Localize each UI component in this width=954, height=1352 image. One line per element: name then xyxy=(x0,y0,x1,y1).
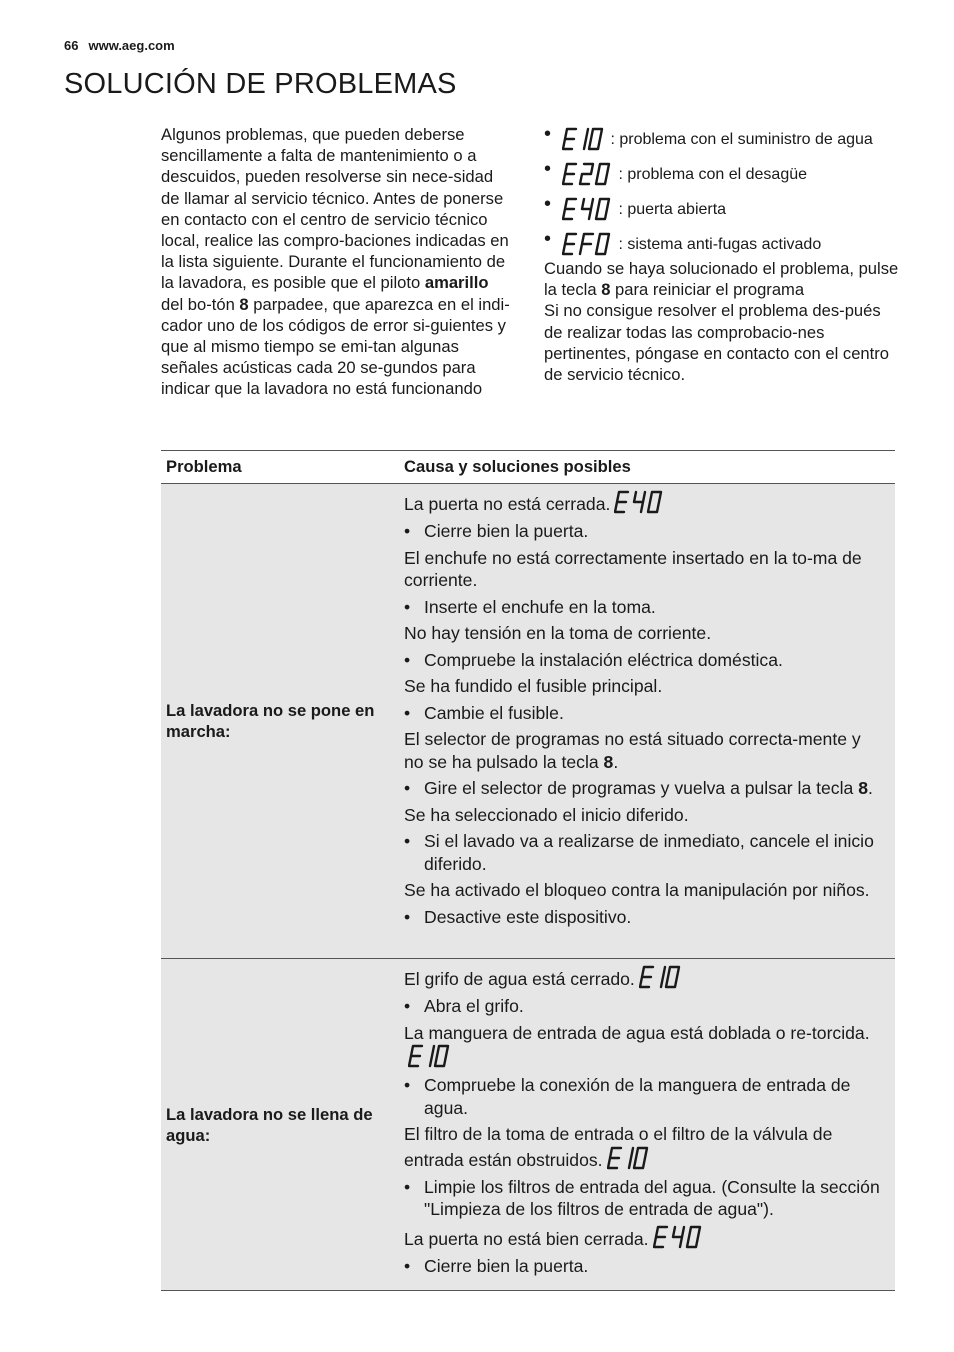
restart-instructions: Cuando se haya solucionado el problema, pulse la tecla 8 para reiniciar el programa xyxy=(544,259,899,300)
remedy-item: • Abra el grifo. xyxy=(404,996,524,1016)
error-code-e10 xyxy=(607,1146,651,1172)
table-row xyxy=(161,959,895,1291)
troubleshooting-table xyxy=(161,450,895,1291)
page-title: SOLUCIÓN DE PROBLEMAS xyxy=(64,68,457,100)
cause-text: No hay tensión en la toma de corriente. xyxy=(404,623,712,643)
error-code-item: • : sistema anti-fugas activado xyxy=(544,229,900,258)
error-code-item: • : problema con el desagüe xyxy=(544,159,900,188)
problem-cell: La lavadora no se llena de agua: xyxy=(166,1104,373,1145)
remedy-item: • Compruebe la instalación eléctrica doméstica. xyxy=(404,649,783,670)
remedy-item: • Cambie el fusible. xyxy=(404,702,564,723)
problem-cell: La lavadora no se pone en marcha: xyxy=(166,701,375,741)
remedy-item: • Desactive este dispositivo. xyxy=(404,906,632,927)
error-code-item: • : problema con el suministro de agua xyxy=(544,124,900,153)
page-number: 66 xyxy=(64,38,79,53)
error-code-e40 xyxy=(653,1225,705,1251)
error-code-e10 xyxy=(639,965,683,991)
remedy-item: • Si el lavado va a realizarse de inmediato, cancele el inicio diferido. xyxy=(404,831,874,874)
solutions-cell xyxy=(399,484,895,958)
cause-text: La puerta no está cerrada. xyxy=(404,490,883,516)
remedy-item: • Compruebe la conexión de la manguera de entrada de agua. xyxy=(404,1075,851,1118)
cause-text: El selector de programas no está situado correcta-mente y no se ha pulsado la tecla 8. xyxy=(404,729,861,772)
cause-text: Se ha seleccionado el inicio diferido. xyxy=(404,804,689,825)
remedy-item: • Inserte el enchufe en la toma. xyxy=(404,596,656,617)
cause-text: Se ha activado el bloqueo contra la manipulación por niños. xyxy=(404,880,870,900)
cause-text: Se ha fundido el fusible principal. xyxy=(404,676,663,696)
cause-text: El filtro de la toma de entrada o el filtro de la válvula de entrada están obstruidos. xyxy=(404,1124,833,1170)
column-header-problem: Problema xyxy=(166,457,242,476)
cause-text: El enchufe no está correctamente insertado en la to-ma de corriente. xyxy=(404,547,862,590)
cause-text: La manguera de entrada de agua está doblada o re-torcida. xyxy=(404,1022,883,1071)
website-link[interactable]: www.aeg.com xyxy=(88,38,175,53)
table-row xyxy=(161,484,895,959)
column-header-causes: Causa y soluciones posibles xyxy=(404,457,631,476)
error-code-list xyxy=(544,124,900,385)
cause-text: El grifo de agua está cerrado. xyxy=(404,965,883,991)
table-header xyxy=(161,450,895,484)
remedy-item: • Cierre bien la puerta. xyxy=(404,1255,589,1276)
contact-service-note: Si no consigue resolver el problema des-pués de realizar todas las comprobacio-nes pertinentes, póngase en contacto con el centro de servicio técnico. xyxy=(544,301,890,385)
error-code-e10 xyxy=(408,1044,452,1070)
error-code-ef0 xyxy=(562,232,614,258)
intro-paragraph: Algunos problemas, que pueden deberse sencillamente a falta de mantenimiento o a descuidos, pueden resolverse sin nece-sidad de llamar al servicio técnico. Antes de ponerse en contacto con el centro de servicio técnico local, realice las compro-baciones indicadas en la lista siguiente. Durante el funcionamiento de la lavadora, es posible que el piloto amarillo del bo-tón 8 parpadee, que aparezca en el indi-cador uno de los códigos de error si-guientes y que al mismo tiempo se emi-tan algunas señales acústicas cada 20 se-gundos para indicar que la lavadora no está funcionando xyxy=(161,125,510,399)
page-header xyxy=(64,38,175,53)
error-code-e40 xyxy=(562,197,614,223)
cause-text: La puerta no está bien cerrada. xyxy=(404,1225,883,1251)
remedy-item: • Gire el selector de programas y vuelva a pulsar la tecla 8. xyxy=(404,778,873,798)
remedy-item: • Cierre bien la puerta. xyxy=(404,521,589,541)
error-code-e20 xyxy=(562,162,614,188)
solutions-cell xyxy=(399,959,895,1290)
remedy-item: • Limpie los filtros de entrada del agua. (Consulte la sección "Limpieza de los filtros de entrada de agua"). xyxy=(404,1176,880,1219)
error-code-e40 xyxy=(614,490,666,516)
error-code-e10 xyxy=(562,127,606,153)
error-code-item: • : puerta abierta xyxy=(544,194,900,223)
